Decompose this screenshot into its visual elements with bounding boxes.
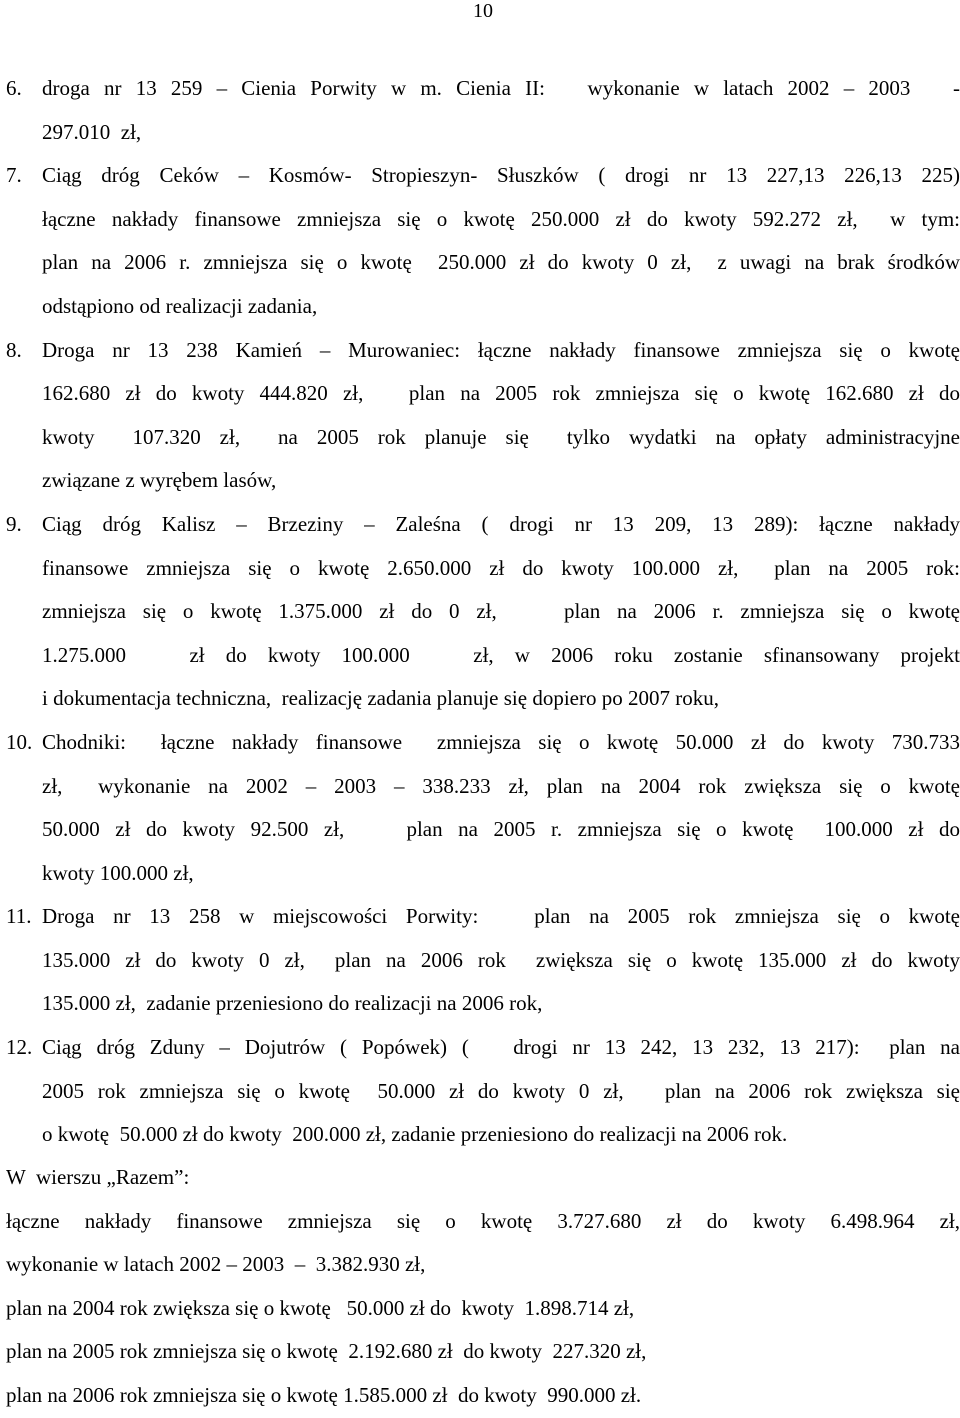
page-number: 10 <box>473 0 493 22</box>
text-line: zmniejsza się o kwotę 1.375.000 zł do 0 zł, plan na 2006 r. zmniejsza się o kwotę <box>42 599 960 624</box>
text-line: o kwotę 50.000 zł do kwoty 200.000 zł, zadanie przeniesiono do realizacji na 2006 rok. <box>42 1122 788 1147</box>
text-line: 135.000 zł, zadanie przeniesiono do realizacji na 2006 rok, <box>42 991 543 1016</box>
summary-line: wykonanie w latach 2002 – 2003 – 3.382.930 zł, <box>6 1252 426 1277</box>
list-item <box>6 721 960 895</box>
text-line: Ciąg dróg Zduny – Dojutrów ( Popówek) ( drogi nr 13 242, 13 232, 13 217): plan na <box>42 1035 960 1060</box>
text-line: łączne nakłady finansowe zmniejsza się o kwotę 250.000 zł do kwoty 592.272 zł, w tym: <box>42 206 960 231</box>
summary-line: W wierszu „Razem”: <box>6 1165 190 1189</box>
text-line: kwoty 100.000 zł, <box>42 860 194 885</box>
text-line: 50.000 zł do kwoty 92.500 zł, plan na 2005 r. zmniejsza się o kwotę 100.000 zł do <box>42 817 960 842</box>
text-line: 2005 rok zmniejsza się o kwotę 50.000 zł do kwoty 0 zł, plan na 2006 rok zwiększa się <box>42 1078 960 1103</box>
text-line: droga nr 13 259 – Cienia Porwity w m. Cienia II: wykonanie w latach 2002 – 2003 - <box>42 76 960 100</box>
list-item-number: 6. <box>6 76 22 100</box>
summary-line: plan na 2005 rok zmniejsza się o kwotę 2.192.680 zł do kwoty 227.320 zł, <box>6 1339 647 1364</box>
text-line: 1.275.000 zł do kwoty 100.000 zł, w 2006 roku zostanie sfinansowany projekt <box>42 642 960 667</box>
text-line: 297.010 zł, <box>42 119 142 144</box>
text-line: finansowe zmniejsza się o kwotę 2.650.000 zł do kwoty 100.000 zł, plan na 2005 rok: <box>42 555 960 580</box>
text-line: 162.680 zł do kwoty 444.820 zł, plan na 2005 rok zmniejsza się o kwotę 162.680 zł do <box>42 381 960 406</box>
numbered-list <box>6 67 960 1157</box>
text-line: związane z wyrębem lasów, <box>42 468 277 493</box>
list-item <box>6 895 960 1026</box>
list-item-number: 8. <box>6 337 22 362</box>
text-line: zł, wykonanie na 2002 – 2003 – 338.233 zł, plan na 2004 rok zwiększa się o kwotę <box>42 773 960 798</box>
list-item-number: 11. <box>6 904 32 929</box>
list-item-number: 9. <box>6 511 22 536</box>
summary-line: plan na 2004 rok zwiększa się o kwotę 50.000 zł do kwoty 1.898.714 zł, <box>6 1295 635 1320</box>
summary-line: plan na 2006 rok zmniejsza się o kwotę 1.585.000 zł do kwoty 990.000 zł. <box>6 1382 642 1407</box>
list-item-number: 10. <box>6 729 33 754</box>
text-line: Chodniki: łączne nakłady finansowe zmniejsza się o kwotę 50.000 zł do kwoty 730.733 <box>42 729 960 754</box>
list-item <box>6 67 960 154</box>
text-line: plan na 2006 r. zmniejsza się o kwotę 250.000 zł do kwoty 0 zł, z uwagi na brak środków <box>42 250 960 275</box>
text-line: 135.000 zł do kwoty 0 zł, plan na 2006 rok zwiększa się o kwotę 135.000 zł do kwoty <box>42 947 960 972</box>
text-line: kwoty 107.320 zł, na 2005 rok planuje się tylko wydatki na opłaty administracyjne <box>42 424 960 449</box>
list-item <box>6 329 960 503</box>
text-line: odstąpiono od realizacji zadania, <box>42 293 318 318</box>
list-item <box>6 503 960 721</box>
text-line: i dokumentacja techniczna, realizację zadania planuje się dopiero po 2007 roku, <box>42 686 719 711</box>
razem-summary <box>6 1156 960 1418</box>
text-line: Ciąg dróg Kalisz – Brzeziny – Zaleśna ( drogi nr 13 209, 13 289): łączne nakłady <box>42 511 960 536</box>
summary-line: łączne nakłady finansowe zmniejsza się o kwotę 3.727.680 zł do kwoty 6.498.964 zł, <box>6 1208 960 1233</box>
text-line: Ciąg dróg Ceków – Kosmów- Stropieszyn- Słuszków ( drogi nr 13 227,13 226,13 225) <box>42 163 960 188</box>
list-item <box>6 1026 960 1157</box>
list-item-number: 12. <box>6 1035 33 1060</box>
text-line: Droga nr 13 258 w miejscowości Porwity: plan na 2005 rok zmniejsza się o kwotę <box>42 904 960 929</box>
text-line: Droga nr 13 238 Kamień – Murowaniec: łączne nakłady finansowe zmniejsza się o kwotę <box>42 337 960 362</box>
list-item <box>6 154 960 328</box>
list-item-number: 7. <box>6 163 22 188</box>
